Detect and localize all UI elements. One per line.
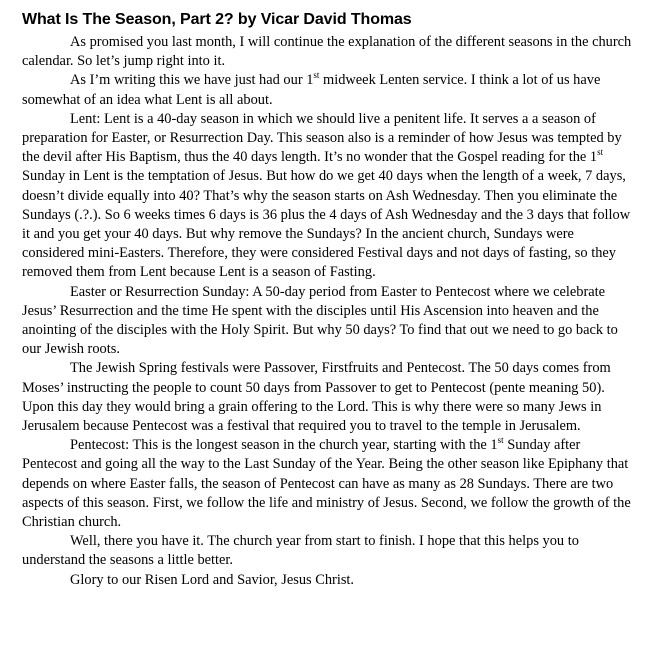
article-title: What Is The Season, Part 2? by Vicar David Thomas [22, 11, 412, 28]
text-run: Well, there you have it. The church year from start to finish. I hope that this helps you to understand the seasons a little better. [22, 533, 579, 569]
text-run: Pentecost: This is the longest season in the church year, starting with the 1 [70, 437, 498, 454]
ordinal-suffix: st [313, 70, 320, 81]
paragraph-jewish-festivals [22, 359, 638, 436]
text-run: Sunday after Pentecost and going all the way to the Last Sunday of the Year. Being the other season like Epiphany that depends on where Easter falls, the season of Pentecost can have as many as 28 Sundays. There are two aspects of this season. First, we follow the life and ministry of Jesus. Second, we follow the growth of the Christian church. [22, 437, 631, 531]
paragraph-intro [22, 33, 638, 71]
text-run: Easter or Resurrection Sunday: A 50-day period from Easter to Pentecost where we celebrate Jesus’ Resurrection and the time He spent with the disciples until His Ascension into heaven and the anointing of the disciples with the Holy Spirit. But why 50 days? To find that out we need to go back to our Jewish roots. [22, 283, 618, 358]
ordinal-suffix: st [497, 434, 504, 445]
text-run: The Jewish Spring festivals were Passover, Firstfruits and Pentecost. The 50 days comes from Moses’ instructing the people to count 50 days from Passover to get to Pentecost (pente meaning 50). Upon this day they would bring a grain offering to the Lord. This is why there were so many Jews in Jerusalem because Pentecost was a festival that required you to travel to the temple in Jerusalem. [22, 360, 611, 435]
paragraph-closing [22, 571, 638, 590]
text-run: Sunday in Lent is the temptation of Jesus. But how do we get 40 days when the length of a week, 7 days, doesn’t divide equally into 40? That’s why the season starts on Ash Wednesday. Then you eliminate the Sundays (.?.). So 6 weeks times 6 days is 36 plus the 4 days of Ash Wednesday and the 3 days that follow it and you get your 40 days. But why remove the Sundays? In the ancient church, Sundays were considered mini-Easters. Therefore, they were considered Festival days and not days of fasting, so they removed them from Lent because Lent is a season of Fasting. [22, 168, 631, 281]
paragraph-lent [22, 110, 638, 283]
text-run: Lent: Lent is a 40-day season in which we should live a penitent life. It serves a a season of preparation for Easter, or Resurrection Day. This season also is a reminder of how Jesus was tempted by the devil after His Baptism, thus the 40 days length. It’s no wonder that the Gospel reading for the 1 [22, 110, 622, 166]
paragraph-lenten-service [22, 71, 638, 109]
text-run: As I’m writing this we have just had our 1 [70, 72, 314, 89]
document-page [22, 10, 638, 590]
text-run: Glory to our Risen Lord and Savior, Jesus Christ. [70, 571, 355, 588]
paragraph-pentecost [22, 436, 638, 532]
text-run: midweek Lenten service. I think a lot of us have somewhat of an idea what Lent is all about. [22, 72, 601, 108]
paragraph-easter [22, 283, 638, 360]
ordinal-suffix: st [597, 146, 604, 157]
paragraph-conclusion [22, 532, 638, 570]
text-run: As promised you last month, I will continue the explanation of the different seasons in the church calendar. So let’s jump right into it. [22, 34, 632, 70]
